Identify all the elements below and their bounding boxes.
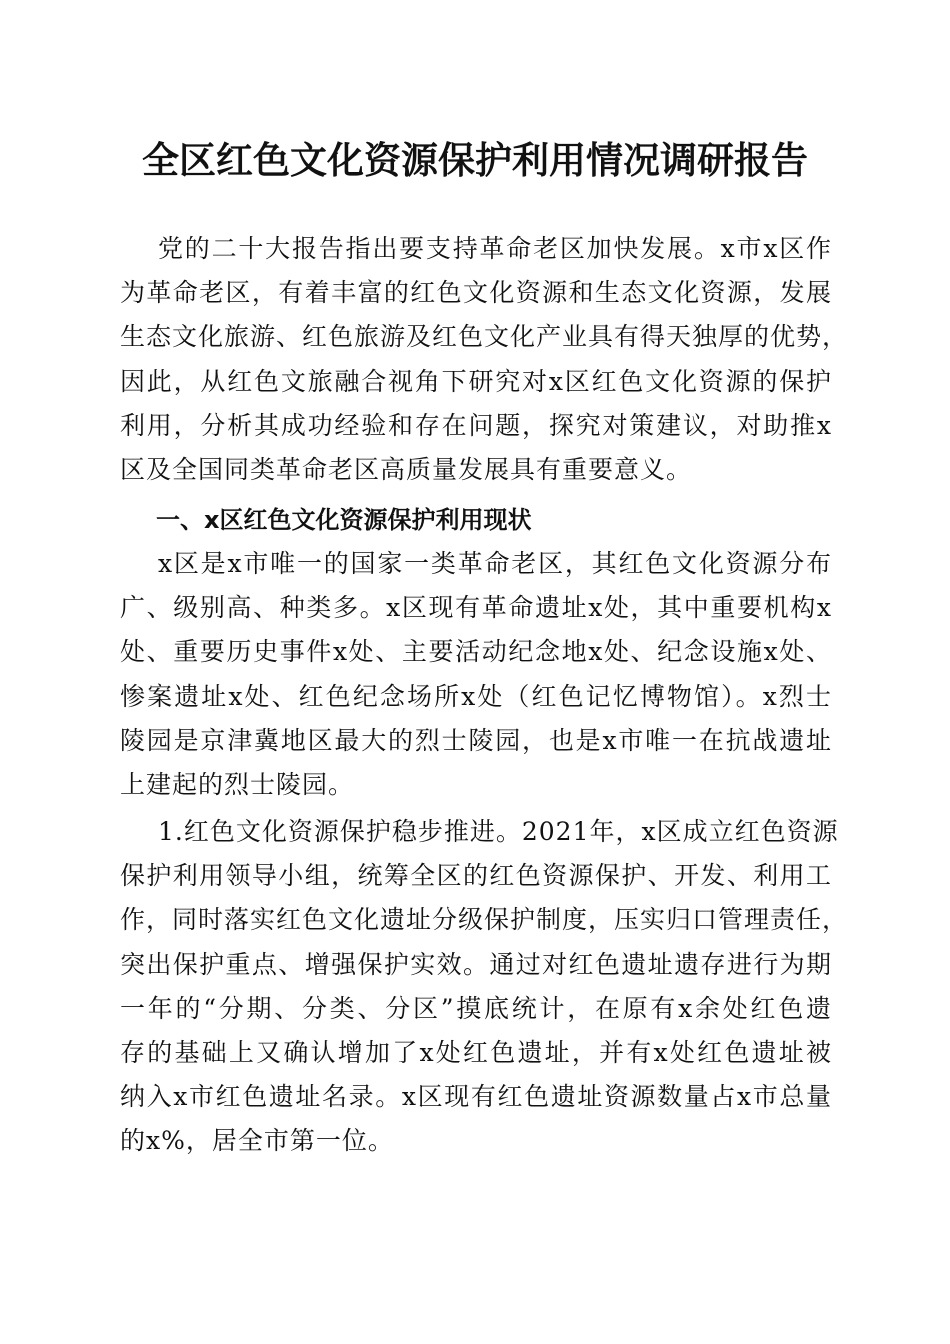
paragraph-line: 区及全国同类革命老区高质量发展具有重要意义。 (120, 455, 693, 485)
paragraph-line: 存的基础上又确认增加了x处红色遗址，并有x处红色遗址被 (120, 1038, 832, 1068)
paragraph-line: 1.红色文化资源保护稳步推进。2021年，x区成立红色资源 (158, 817, 839, 846)
paragraph-line: x区是x市唯一的国家一类革命老区，其红色文化资源分布 (158, 549, 832, 578)
section-heading: 一、x区红色文化资源保护利用现状 (156, 506, 532, 534)
paragraph-line: 上建起的烈士陵园。 (120, 770, 355, 800)
paragraph-line: 广、级别高、种类多。x区现有革命遗址x处，其中重要机构x (120, 593, 832, 623)
paragraph-line: 党的二十大报告指出要支持革命老区加快发展。x市x区作 (158, 234, 832, 263)
paragraph-protection (120, 810, 849, 1164)
paragraph-intro (120, 227, 849, 492)
paragraph-status (120, 542, 832, 807)
paragraph-line: 陵园是京津冀地区最大的烈士陵园，也是x市唯一在抗战遗址 (120, 725, 832, 755)
paragraph-line: 保护利用领导小组，统筹全区的红色资源保护、开发、利用工 (120, 861, 832, 891)
paragraph-line: 处、重要历史事件x处、主要活动纪念地x处、纪念设施x处、 (120, 637, 832, 667)
paragraph-line: 突出保护重点、增强保护实效。通过对红色遗址遗存进行为期 (120, 949, 832, 979)
paragraph-line: 生态文化旅游、红色旅游及红色文化产业具有得天独厚的优势， (120, 322, 849, 352)
document-title: 全区红色文化资源保护利用情况调研报告 (142, 138, 808, 182)
paragraph-line: 的x%，居全市第一位。 (120, 1126, 394, 1156)
paragraph-line: 为革命老区，有着丰富的红色文化资源和生态文化资源，发展 (120, 278, 832, 308)
paragraph-line: 一年的“分期、分类、分区”摸底统计，在原有x余处红色遗 (120, 993, 832, 1023)
paragraph-line: 作，同时落实红色文化遗址分级保护制度，压实归口管理责任， (120, 905, 849, 935)
paragraph-line: 纳入x市红色遗址名录。x区现有红色遗址资源数量占x市总量 (120, 1082, 832, 1112)
paragraph-line: 惨案遗址x处、红色纪念场所x处（红色记忆博物馆）。x烈士 (120, 681, 832, 711)
paragraph-line: 利用，分析其成功经验和存在问题，探究对策建议，对助推x (120, 410, 832, 440)
paragraph-line: 因此，从红色文旅融合视角下研究对x区红色文化资源的保护 (120, 366, 832, 396)
